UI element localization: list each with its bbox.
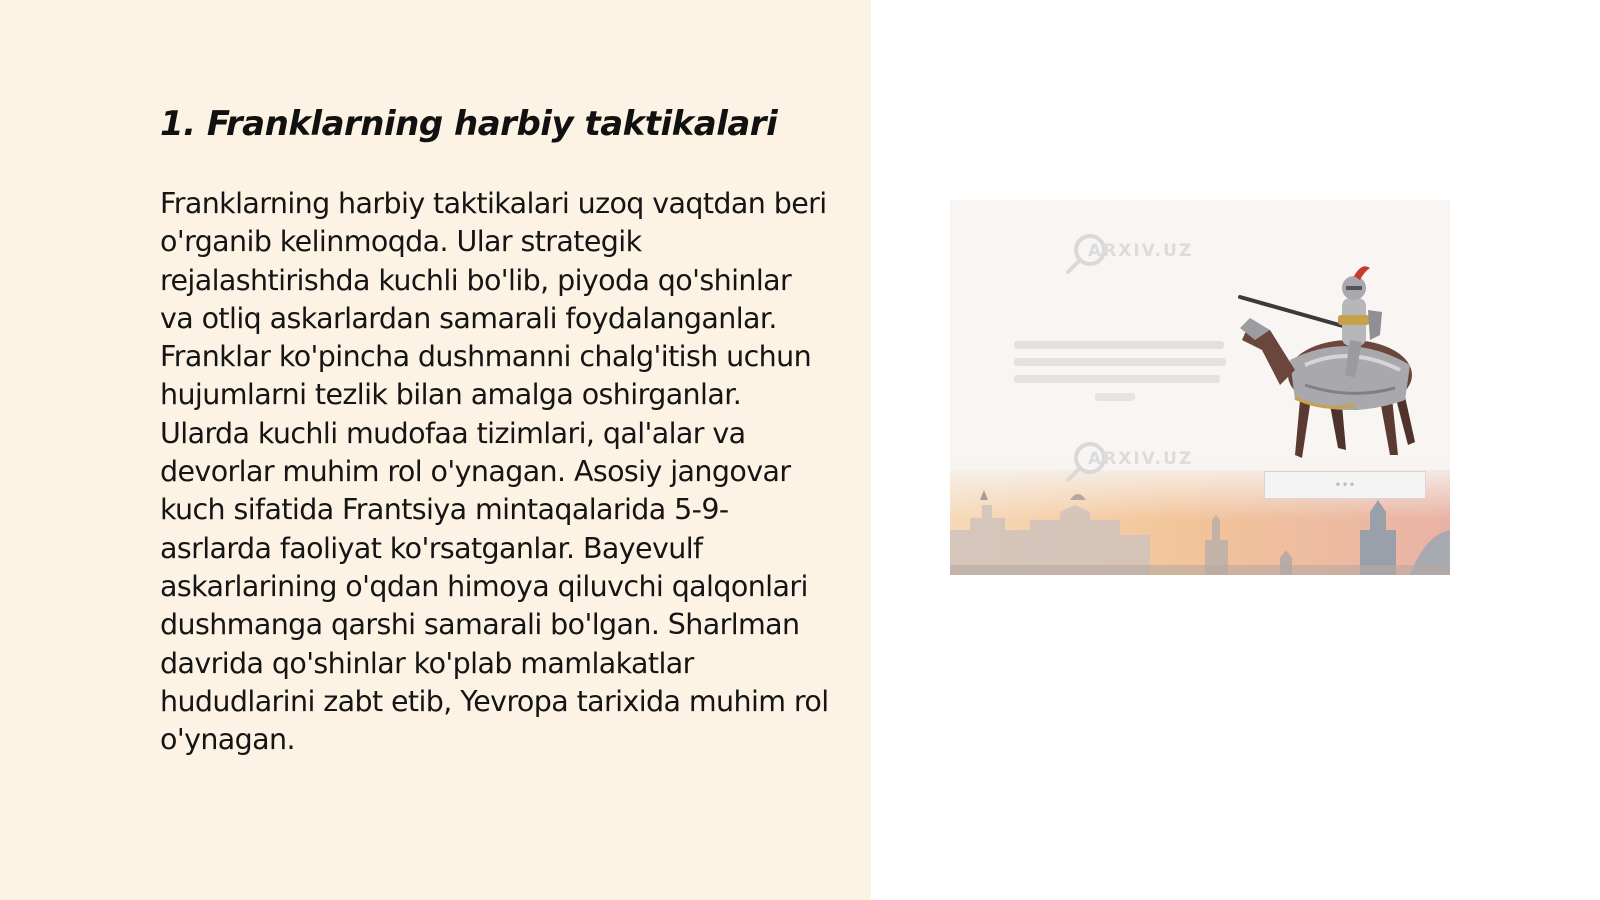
slide-body-text: Franklarning harbiy taktikalari uzoq vaqtdan beri o'rganib kelinmoqda. Ular strategik rejalashtirishda kuchli bo'lib, piyoda qo'shinlar va otliq askarlardan samarali foydalanganlar. Franklar ko'pincha dushmanni chalg'itish uchun hujumlarni tezlik bilan amalga oshirganlar. Ularda kuchli mudofaa tizimlari, qal'alar va devorlar muhim rol o'ynagan. Asosiy jangovar kuch sifatida Frantsiya mintaqalarida 5-9-asrlarda faoliyat ko'rsatganlar. Bayevulf askarlarining o'qdan himoya qiluvchi qalqonlari dushmanga qarshi samarali bo'lgan. Sharlman davrida qo'shinlar ko'plab mamlakatlar hududlarini zabt etib, Yevropa tarixida muhim rol o'ynagan. [160, 187, 829, 757]
slide-title: 1. Franklarning harbiy taktikalari [160, 104, 778, 144]
slide-image [950, 200, 1450, 575]
watermark-text: ARXIV.UZ [1088, 241, 1194, 261]
watermark-text: ARXIV.UZ [1088, 449, 1194, 469]
picture-button [1264, 471, 1426, 499]
slide-image-artwork [950, 200, 1450, 575]
picture-button-label: ••• [1334, 478, 1356, 492]
